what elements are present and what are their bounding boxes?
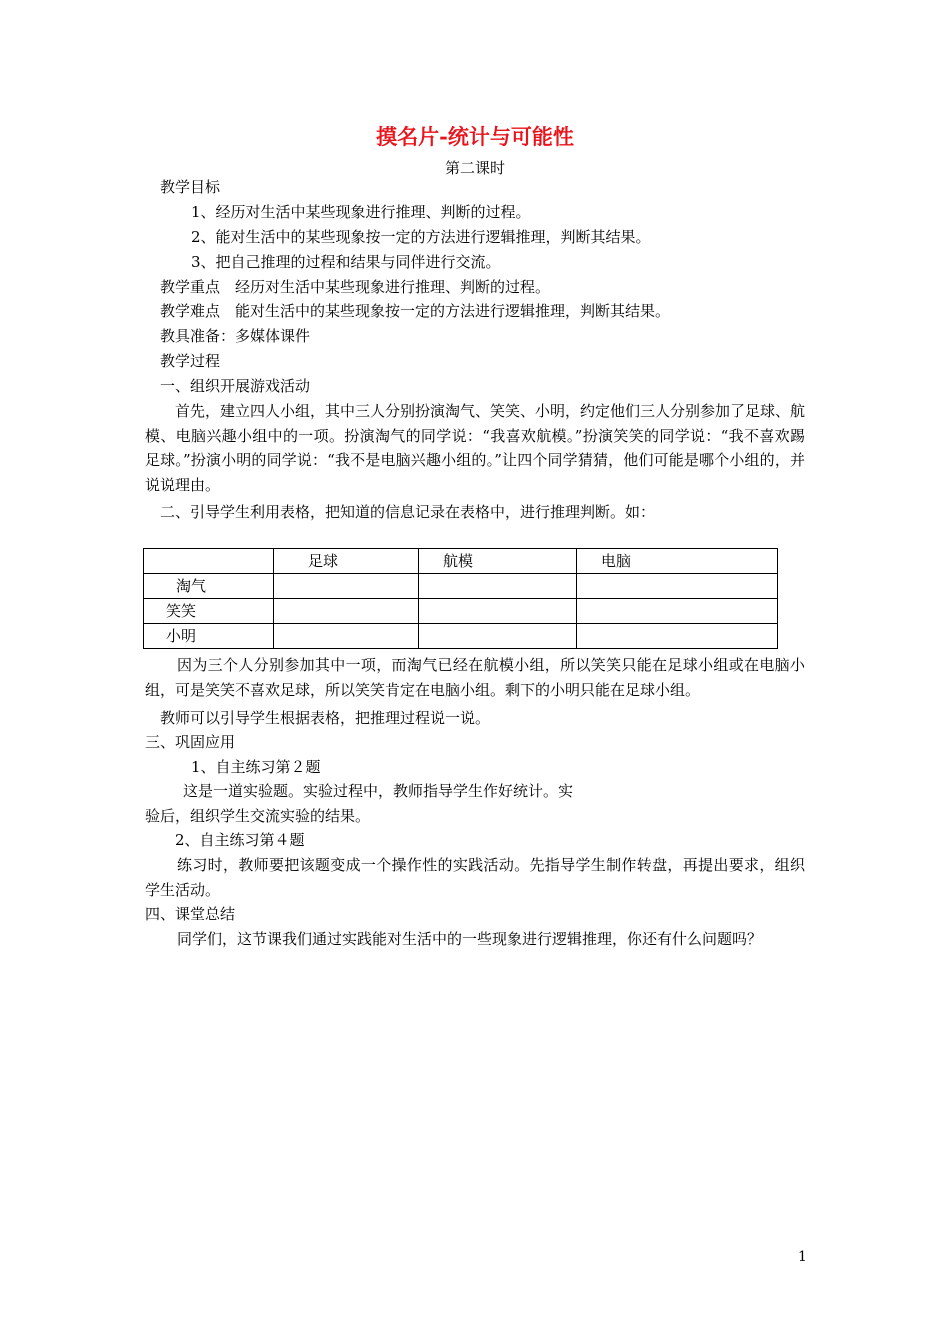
- table-cell: [274, 599, 419, 624]
- process-heading: 教学过程: [160, 352, 221, 370]
- section-3-heading: 三、巩固应用: [145, 733, 236, 751]
- exercise-2-paragraph: 练习时，教师要把该题变成一个操作性的实践活动。先指导学生制作转盘，再提出要求，组织学生活动。: [145, 856, 805, 899]
- table-cell: [577, 624, 778, 649]
- document-subtitle: 第二课时: [444, 159, 505, 177]
- section-2-paragraph: 因为三个人分别参加其中一项，而淘气已经在航模小组，所以笑笑只能在足球小组或在电脑小组，可是笑笑不喜欢足球，所以笑笑肯定在电脑小组。剩下的小明只能在足球小组。: [145, 656, 805, 699]
- objective-item-1: 1、经历对生活中某些现象进行推理、判断的过程。: [191, 203, 531, 221]
- key-point: 教学重点 经历对生活中某些现象进行推理、判断的过程。: [160, 278, 551, 296]
- exercise-1-line-2: 验后，组织学生交流实验的结果。: [145, 807, 371, 825]
- section-1-paragraph: 首先，建立四人小组，其中三人分别扮演淘气、笑笑、小明，约定他们三人分别参加了足球、航模、电脑兴趣小组中的一项。扮演淘气的同学说：“我喜欢航模。”扮演笑笑的同学说：“我不喜欢踢足球。”扮演小明的同学说：“我不是电脑兴趣小组的。”让四个同学猜猜，他们可能是哪个小组的，并说说理由。: [145, 402, 806, 494]
- section-4-heading: 四、课堂总结: [145, 905, 236, 923]
- page-number: 1: [798, 1249, 807, 1265]
- table-row: [144, 599, 778, 624]
- section-1-heading: 一、组织开展游戏活动: [160, 377, 311, 395]
- section-2-heading: 二、引导学生利用表格，把知道的信息记录在表格中，进行推理判断。如：: [160, 503, 656, 521]
- table-header-cell: 电脑: [577, 549, 778, 574]
- objective-item-2: 2、能对生活中的某些现象按一定的方法进行逻辑推理，判断其结果。: [191, 228, 651, 246]
- teaching-tools: 教具准备：多媒体课件: [160, 327, 311, 345]
- table-row-label: 淘气: [144, 574, 274, 599]
- table-header-cell: 航模: [419, 549, 577, 574]
- table-header-cell: [144, 549, 274, 574]
- table-cell: [274, 574, 419, 599]
- table-header-row: [144, 549, 778, 574]
- section-2-note: 教师可以引导学生根据表格，把推理过程说一说。: [160, 709, 491, 727]
- section-4-paragraph: 同学们，这节课我们通过实践能对生活中的一些现象进行逻辑推理，你还有什么问题吗？: [177, 930, 763, 948]
- table-cell: [577, 574, 778, 599]
- objectives-heading: 教学目标: [160, 178, 221, 196]
- reasoning-table: [143, 548, 778, 649]
- table-cell: [419, 624, 577, 649]
- table-row: [144, 574, 778, 599]
- table-cell: [274, 624, 419, 649]
- document-title: 摸名片-统计与可能性: [376, 124, 574, 149]
- difficulty: 教学难点 能对生活中的某些现象按一定的方法进行逻辑推理，判断其结果。: [160, 302, 671, 320]
- table-cell: [419, 599, 577, 624]
- table-row-label: 小明: [144, 624, 274, 649]
- table-row-label: 笑笑: [144, 599, 274, 624]
- objective-item-3: 3、把自己推理的过程和结果与同伴进行交流。: [191, 253, 501, 271]
- table-cell: [577, 599, 778, 624]
- table-cell: [419, 574, 577, 599]
- exercise-1-line-1: 这是一道实验题。实验过程中，教师指导学生作好统计。实: [183, 782, 574, 800]
- table-row: [144, 624, 778, 649]
- exercise-1-title: 1、自主练习第２题: [191, 758, 321, 776]
- exercise-2-title: 2、自主练习第４题: [175, 831, 305, 849]
- table-header-cell: 足球: [274, 549, 419, 574]
